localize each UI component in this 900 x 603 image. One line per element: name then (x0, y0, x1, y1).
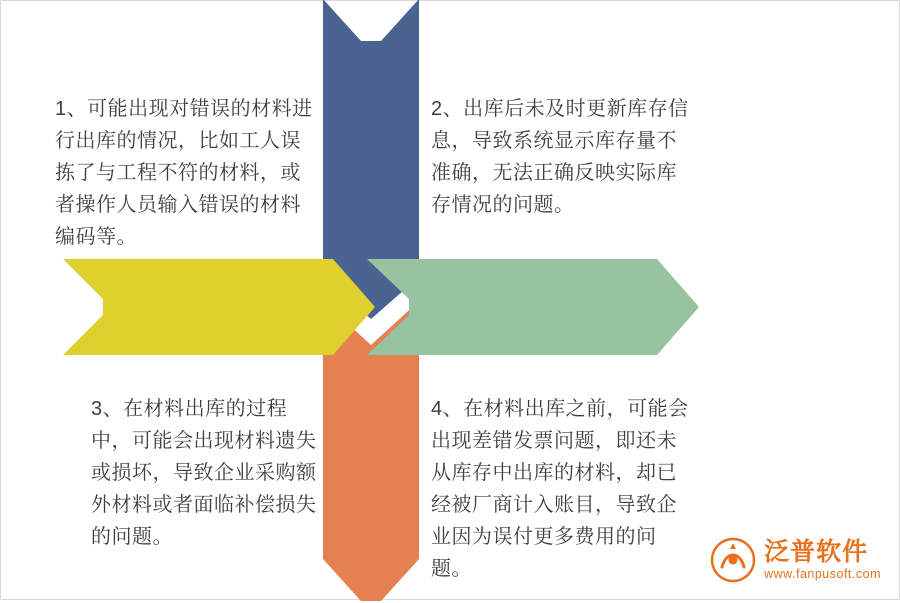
logo-url: www.fanpusoft.com (764, 567, 881, 582)
right-right-arrow (367, 259, 699, 355)
brand-logo (710, 537, 881, 583)
left-right-arrow (63, 259, 375, 355)
logo-title: 泛普软件 (764, 537, 869, 566)
issue-text-2: 2、出库后未及时更新库存信息，导致系统显示库存量不准确，无法正确反映实际库存情况的问题。 (431, 98, 689, 216)
issue-text-1: 1、可能出现对错误的材料进行出库的情况，比如工人误拣了与工程不符的材料，或者操作人员输入错误的材料编码等。 (55, 98, 313, 248)
issue-text-3: 3、在材料出库的过程中，可能会出现材料遗失或损坏，导致企业采购额外材料或者面临补偿损失的问题。 (91, 398, 317, 548)
logo-mark-icon (710, 537, 756, 583)
logo-text (764, 539, 881, 581)
issue-text-4: 4、在材料出库之前，可能会出现差错发票问题，即还未从库存中出库的材料，却已经被厂商计入账目，导致企业因为误付更多费用的问题。 (431, 398, 689, 580)
